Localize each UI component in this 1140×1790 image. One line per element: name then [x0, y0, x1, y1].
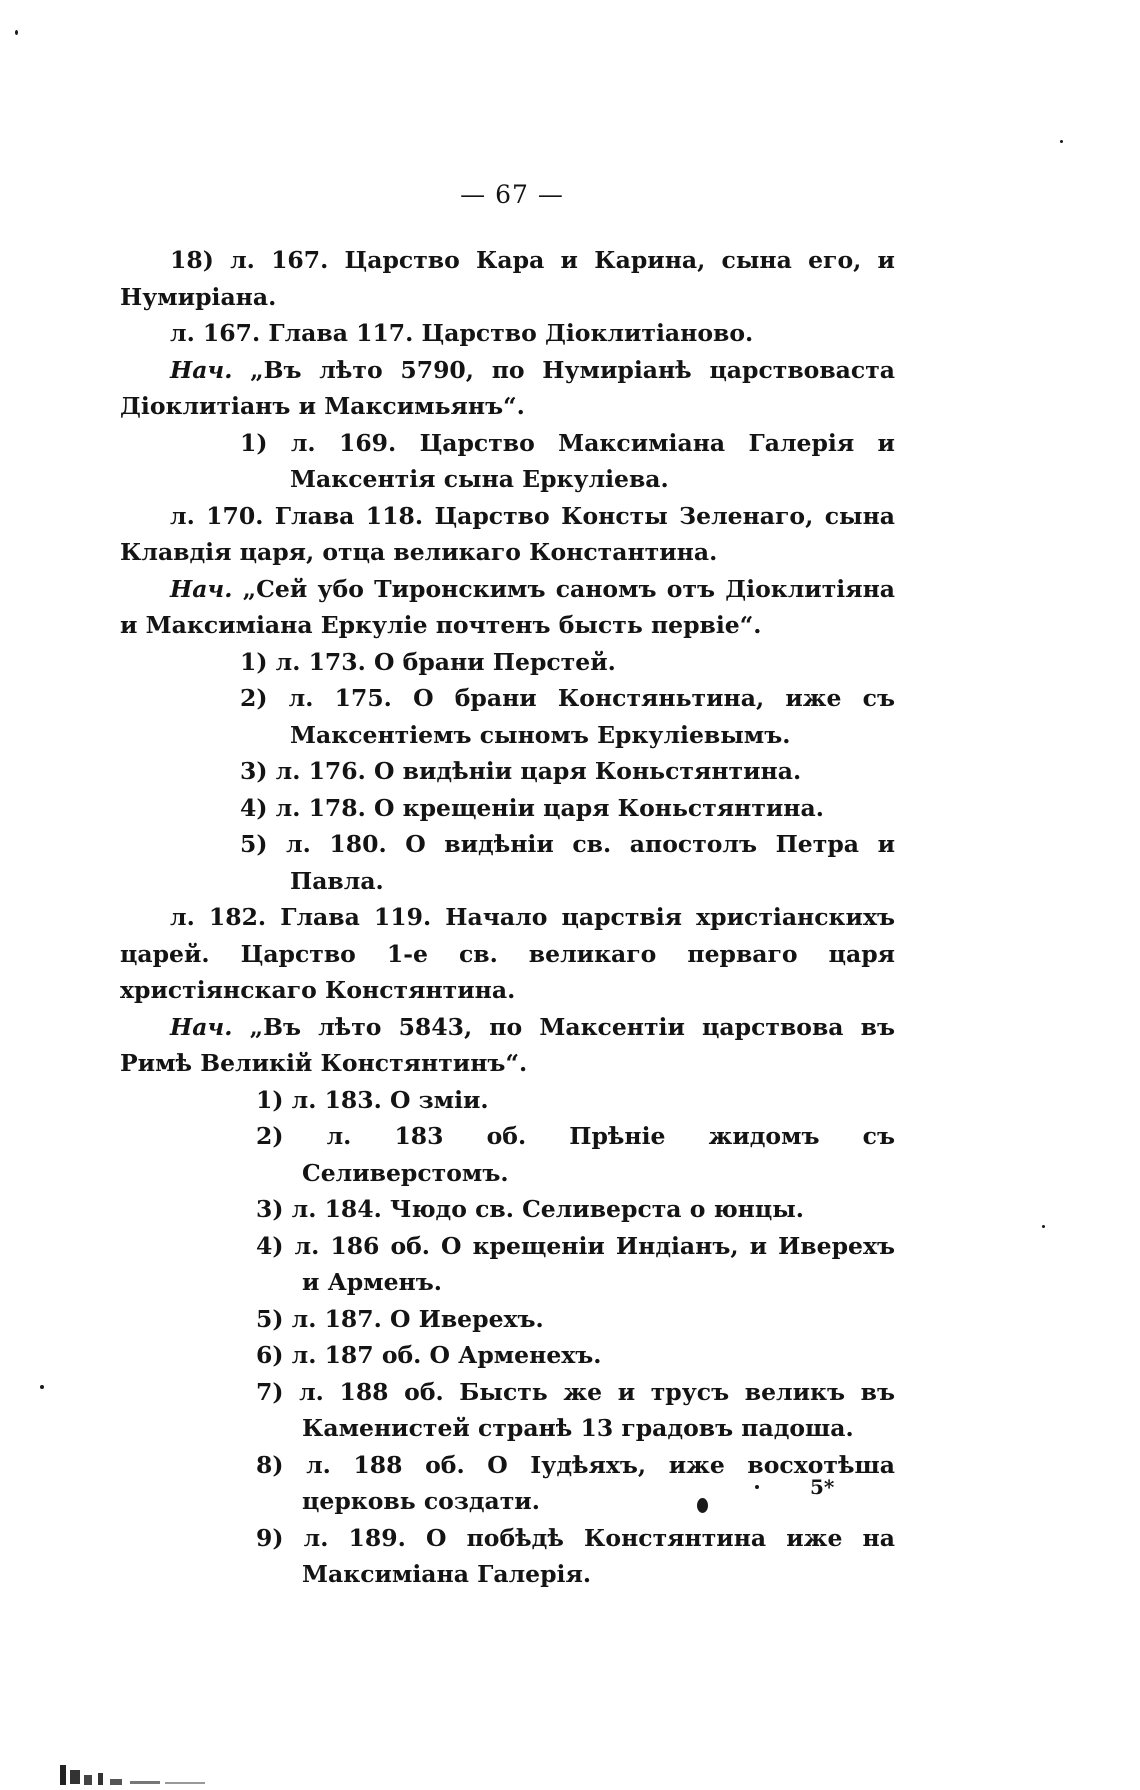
- paragraph-14: 1) л. 183. О зміи.: [256, 1085, 489, 1114]
- paragraph-18: 5) л. 187. О Иверехъ.: [256, 1304, 544, 1333]
- paragraph-21: 8) л. 188 об. О Іудѣяхъ, иже восхотѣша церковь создати.: [256, 1450, 895, 1515]
- paragraph-13: [120, 1009, 895, 1082]
- paragraph-5: л. 170. Глава 118. Царство Консты Зеленаго, сына Клавдія царя, отца великаго Константина.: [120, 501, 895, 566]
- ink-dot: [755, 1485, 759, 1489]
- paragraph-1: 18) л. 167. Царство Кара и Карина, сына его, и Нумиріана.: [120, 246, 895, 311]
- ink-dot: [1042, 1225, 1045, 1228]
- paragraph-6: [120, 571, 895, 644]
- paragraph-19: 6) л. 187 об. О Арменехъ.: [256, 1341, 602, 1369]
- ink-blot: [697, 1498, 708, 1513]
- paragraph-2: л. 167. Глава 117. Царство Діоклитіаново.: [170, 319, 754, 347]
- paragraph-7: 1) л. 173. О брани Перстей.: [240, 647, 616, 676]
- paragraph-9: 3) л. 176. О видѣніи царя Коньстянтина.: [240, 757, 802, 785]
- paragraph-12: л. 182. Глава 119. Начало царствія христіанскихъ царей. Царство 1-е св. великаго перваго царя христіянскаго Констянтина.: [120, 903, 895, 1004]
- paragraph-13-text: „Въ лѣто 5843, по Максентіи царствова въ Римѣ Великій Констянтинъ“.: [120, 1012, 895, 1077]
- nach-label: Нач.: [170, 1012, 233, 1041]
- paragraph-10: 4) л. 178. О крещеніи царя Коньстянтина.: [240, 793, 824, 822]
- paragraph-8: 2) л. 175. О брани Констяньтина, иже съ Максентіемъ сыномъ Еркуліевымъ.: [240, 684, 895, 749]
- paragraph-3: [120, 352, 895, 425]
- ink-dot: [40, 1385, 44, 1389]
- text-body: [120, 242, 895, 1593]
- nach-label: Нач.: [170, 574, 233, 603]
- paragraph-6-text: „Сей убо Тиронскимъ саномъ отъ Діоклитіяна и Максиміана Еркуліе почтенъ бысть первіе“.: [120, 574, 895, 639]
- page-number: — 67 —: [460, 180, 564, 209]
- ink-dot: [1060, 140, 1063, 143]
- paragraph-3-text: „Въ лѣто 5790, по Нумиріанѣ царствоваста Діоклитіанъ и Максимьянъ“.: [120, 355, 895, 420]
- paragraph-22: 9) л. 189. О побѣдѣ Констянтина иже на Максиміана Галерія.: [256, 1523, 895, 1588]
- paragraph-11: 5) л. 180. О видѣніи св. апостолъ Петра и Павла.: [240, 830, 895, 895]
- scan-noise: [50, 1745, 220, 1790]
- ink-dot: [15, 30, 18, 35]
- paragraph-20: 7) л. 188 об. Бысть же и трусъ великъ въ Каменистей странѣ 13 градовъ падоша.: [256, 1377, 895, 1442]
- paragraph-4: 1) л. 169. Царство Максиміана Галерія и Максентія сына Еркуліева.: [240, 428, 895, 493]
- nach-label: Нач.: [170, 355, 233, 384]
- signature-mark: 5*: [810, 1475, 835, 1499]
- paragraph-16: 3) л. 184. Чюдо св. Селиверста о юнцы.: [256, 1195, 804, 1223]
- paragraph-15: 2) л. 183 об. Прѣніе жидомъ съ Селиверстомъ.: [256, 1122, 895, 1187]
- paragraph-17: 4) л. 186 об. О крещеніи Индіанъ, и Иверехъ и Арменъ.: [256, 1231, 895, 1296]
